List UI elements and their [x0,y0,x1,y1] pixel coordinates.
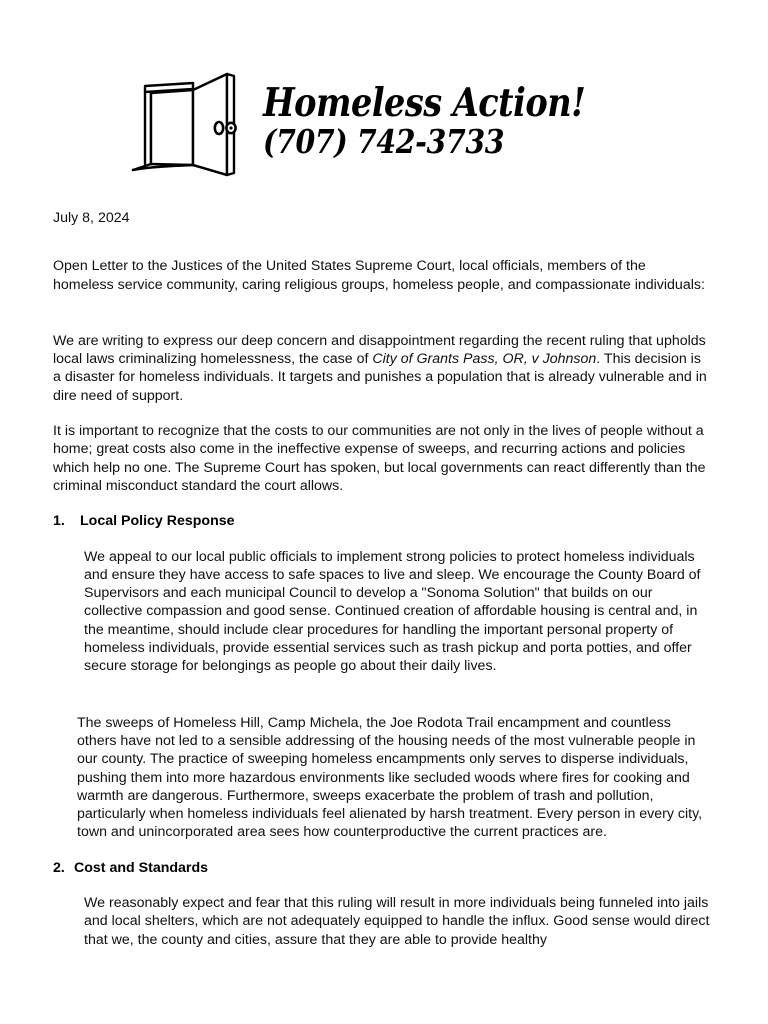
section-heading-local-policy-response [53,512,711,530]
paragraph-ruling-concern [53,332,709,405]
logo-wordmark [263,72,638,160]
section-number: 2. [53,859,65,876]
section-1-paragraph-1: We appeal to our local public officials to implement strong policies to protect homeless individuals and ensure they have access to safe spaces to live and sleep. We encourage the County Board of Supervisors and each municipal Council to develop a "Sonoma Solution" that builds on our collective compassion and good sense. Continued creation of affordable housing is central and, in the meantime, should include clear procedures for handling the important personal property of homeless individuals, provide essential services such as trash pickup and porta potties, and offer secure storage for belongings as people go about their daily lives. [84,548,701,675]
section-heading-cost-and-standards [53,859,711,877]
letter-date: July 8, 2024 [53,210,130,226]
paragraph-text-before-case: We are writing to express our deep concern and disappointment regarding the recent ruling that upholds local laws criminalizing homelessness, the case of [53,332,706,368]
letter-body [53,209,711,949]
section-title: Local Policy Response [80,513,235,530]
paragraph-community-costs: It is important to recognize that the costs to our communities are not only in the lives of people without a home; great costs also come in the ineffective expense of sweeps, and recurring actions and policies which help no one. The Supreme Court has spoken, but local governments can react differently than the criminal misconduct standard the court allows. [53,423,706,494]
organization-phone: (707) 742-3733 [262,121,504,161]
section-1-paragraph-2: The sweeps of Homeless Hill, Camp Michela, the Joe Rodota Trail encampment and countless others have not led to a sensible addressing of the housing needs of the most vulnerable people in our county. The practice of sweeping homeless encampments only serves to disperse individuals, pushing them into more hazardous environments like secluded woods where fires for cooking and warmth are dangerous. Furthermore, sweeps exacerbate the problem of trash and pollution, particularly when homeless individuals feel alienated by harsh treatment. Every person in every city, town and unincorporated area sees how counterproductive the current practices are. [77,714,703,841]
section-title: Cost and Standards [74,859,209,876]
paragraph-text-after-case: . This decision is a disaster for homeless individuals. It targets and punishes a population that is already vulnerable and in dire need of support. [53,351,707,404]
open-door-icon [131,72,249,182]
section-2-paragraph-1: We reasonably expect and fear that this ruling will result in more individuals being funneled into jails and local shelters, which are not adequately equipped to handle the influx. Good sense would direct that we, the county and cities, assure that they are able to provide healthy [84,895,710,948]
organization-logo [131,72,638,182]
letterhead [0,72,768,197]
section-number: 1. [53,513,65,530]
letter-salutation: Open Letter to the Justices of the United States Supreme Court, local officials, members of the homeless service community, caring religious groups, homeless people, and compassionate individuals: [53,258,705,293]
organization-name: Homeless Action! [262,80,585,126]
case-citation: City of Grants Pass, OR, v Johnson [372,351,597,368]
